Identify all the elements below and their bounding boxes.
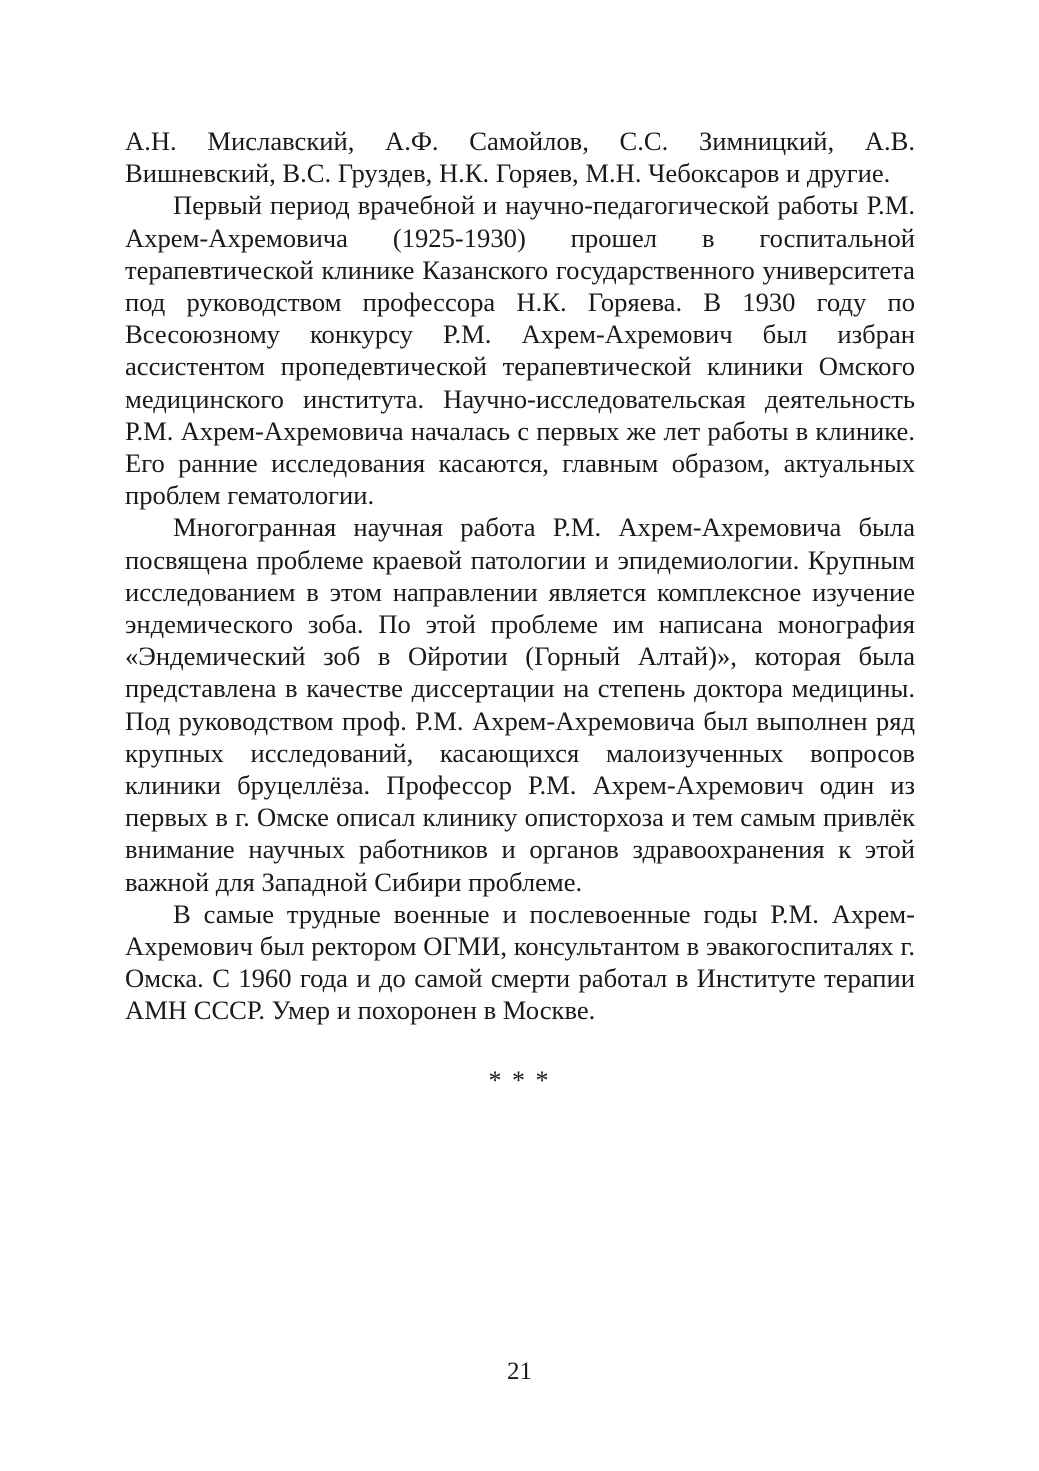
- paragraph-first-period: Первый период врачебной и научно-педагогической работы Р.М. Ахрем-Ахремовича (1925-1930) прошел в госпитальной терапевтической клинике Казанского государственного университета под руководством профессора Н.К. Горяева. В 1930 году по Всесоюзному конкурсу Р.М. Ахрем-Ахремович был избран ассистентом пропедевтической терапевтической клиники Омского медицинского института. Научно-исследовательская деятельность Р.М. Ахрем-Ахремовича началась с первых же лет работы в клинике. Его ранние исследования касаются, главным образом, актуальных проблем гематологии.: [125, 190, 915, 511]
- paragraph-war-years: В самые трудные военные и послевоенные годы Р.М. Ахрем-Ахремович был ректором ОГМИ, консультантом в эвакогоспиталях г. Омска. С 1960 года и до самой смерти работал в Институте терапии АМН СССР. Умер и похоронен в Москве.: [125, 898, 915, 1026]
- section-separator: * * *: [488, 1066, 551, 1095]
- page-number: 21: [507, 1358, 532, 1385]
- paragraph-continuation: А.Н. Миславский, А.Ф. Самойлов, С.С. Зимницкий, А.В. Вишневский, В.С. Груздев, Н.К. Горяев, М.Н. Чебоксаров и другие.: [125, 126, 915, 189]
- paragraph-scientific-work: Многогранная научная работа Р.М. Ахрем-Ахремовича была посвящена проблеме краевой патологии и эпидемиологии. Крупным исследованием в этом направлении является комплексное изучение эндемического зоба. По этой проблеме им написана монография «Эндемический зоб в Ойротии (Горный Алтай)», которая была представлена в качестве диссертации на степень доктора медицины. Под руководством проф. Р.М. Ахрем-Ахремовича был выполнен ряд крупных исследований, касающихся малоизученных вопросов клиники бруцеллёза. Профессор Р.М. Ахрем-Ахремович один из первых в г. Омске описал клинику описторхоза и тем самым привлёк внимание научных работников и органов здравоохранения к этой важной для Западной Сибири проблеме.: [125, 512, 915, 897]
- body-text: [125, 125, 915, 1027]
